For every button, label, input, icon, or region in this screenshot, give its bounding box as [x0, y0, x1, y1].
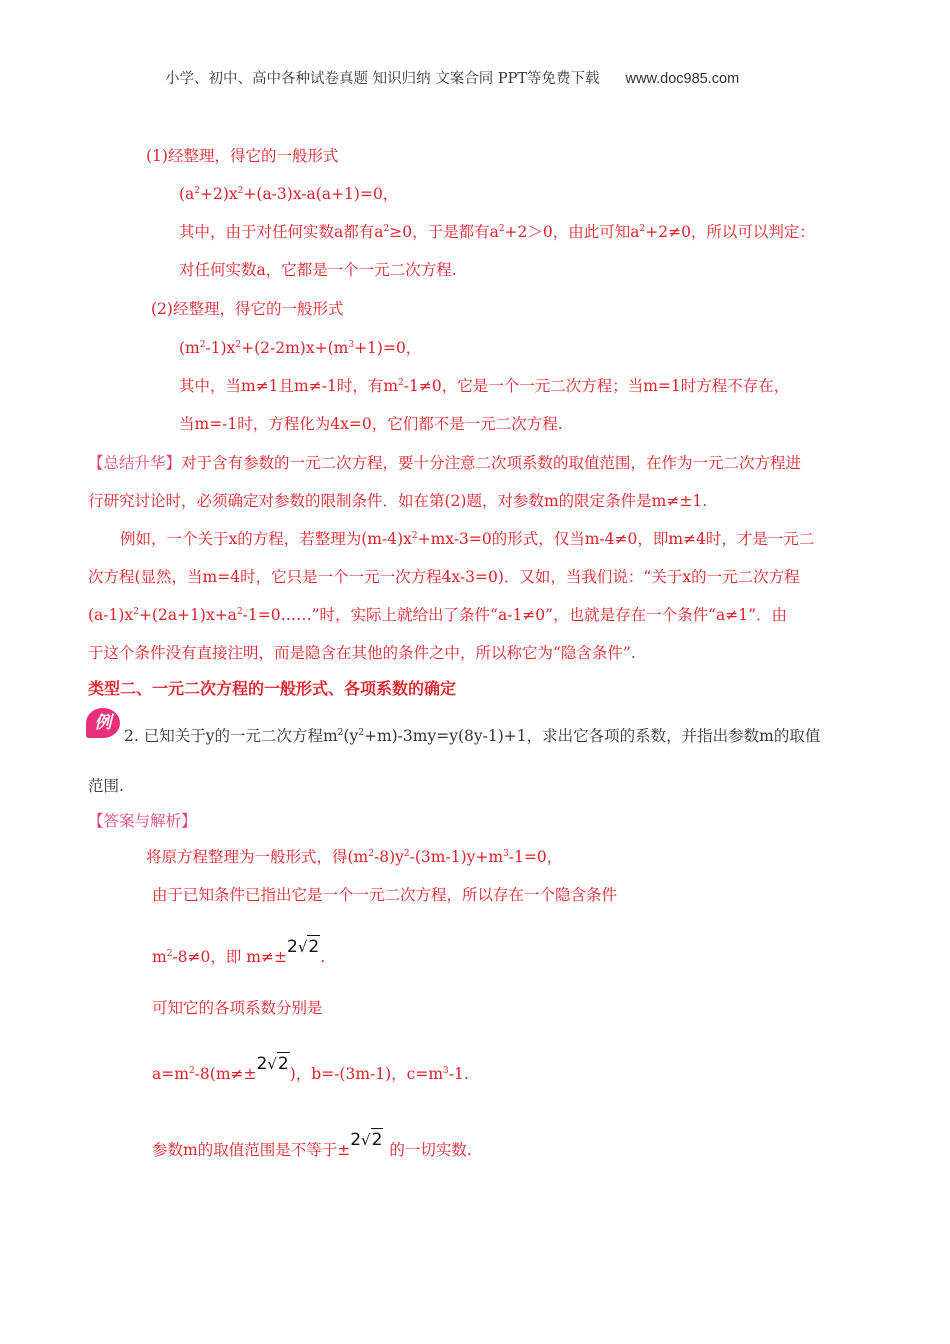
answer-line4: 可知它的各项系数分别是 [152, 999, 323, 1017]
example-badge-icon: 例 [86, 708, 120, 738]
part2-equation: $(m^2-1)x^2+(2-2m)x+(m^3+1)=0$， [179, 339, 422, 357]
summary-tag: 【总结升华】 [88, 454, 182, 472]
summary-line1: 【总结升华】对于含有参数的一元二次方程，要十分注意二次项系数的取值范围，在作为一元二次方程进 [88, 454, 802, 472]
part2-line3: 其中，当m≠1且m≠-1时，有$m^2-1\ne 0$，它是一个一元二次方程；当m=1时方程不存在， [179, 377, 790, 395]
part1-equation: $(a^2+2)x^2+(a-3)x-a(a+1)=0$， [179, 185, 399, 203]
example-para-line4: 于这个条件没有直接注明，而是隐含在其他的条件之中，所以称它为“隐含条件”. [88, 644, 636, 662]
summary-line2: 行研究讨论时，必须确定对参数的限制条件．如在第(2)题，对参数m的限定条件是m≠±1. [88, 492, 708, 510]
header-text: 小学、初中、高中各种试卷真题 知识归纳 文案合同 PPT等免费下载 [165, 71, 600, 87]
example-para-line3: $(a-1)x^2+(2a+1)x+a^2-1=0\dots\dots$”时，实际上就给出了条件“a-1≠0”，也就是存在一个条件“a≠1”．由 [88, 606, 788, 624]
page-header [165, 68, 739, 90]
header-url[interactable]: www.doc985.com [625, 71, 740, 87]
answer-line3: $m^2-8\ne 0$，即 m≠±2√2. [152, 937, 326, 966]
answer-tag: 【答案与解析】 [88, 812, 197, 830]
section-heading: 类型二、一元二次方程的一般形式、各项系数的确定 [88, 679, 457, 698]
sqrt-expression: 2√2 [256, 1054, 289, 1074]
answer-line1: 将原方程整理为一般形式，得$(m^2-8)y^2-(3m-1)y+m^3-1=0$， [146, 848, 563, 866]
answer-line2: 由于已知条件已指出它是一个一元二次方程，所以存在一个隐含条件 [152, 886, 618, 904]
part1-label: (1)经整理，得它的一般形式 [146, 147, 339, 165]
example-para-line2: 次方程(显然，当m=4时，它只是一个一元一次方程4x-3=0)．又如，当我们说：“关于x的一元二次方程 [88, 568, 800, 586]
example2-line2: 范围. [88, 777, 124, 795]
example2-line1: 2. 已知关于y的一元二次方程$m^2(y^2+m)-3my=y(8y-1)+1$，求出它各项的系数，并指出参数m的取值 [124, 727, 821, 745]
part1-line4: 对任何实数a，它都是一个一元二次方程. [179, 261, 457, 279]
part2-line4: 当m=-1时，方程化为4x=0，它们都不是一元二次方程. [179, 415, 563, 433]
sqrt-expression: 2√2 [350, 1130, 383, 1150]
part1-line3: 其中，由于对任何实数a都有$a^2\ge 0$，于是都有$a^2+2>0$，由此可知$a^2+2\ne 0$，所以可以判定： [179, 223, 815, 241]
answer-line5: $a=m^2-8(m\ne\pm 2√2)$，b=-(3m-1)，$c=m^3-1$. [152, 1054, 469, 1083]
example-para-line1: 例如，一个关于x的方程，若整理为$(m-4)x^2+mx-3=0$的形式，仅当m-4≠0，即m≠4时，才是一元二 [120, 530, 815, 548]
answer-line6: 参数m的取值范围是不等于±2√2 的一切实数. [152, 1130, 472, 1159]
sqrt-expression: 2√2 [287, 937, 320, 957]
part2-label: (2)经整理，得它的一般形式 [151, 300, 344, 318]
